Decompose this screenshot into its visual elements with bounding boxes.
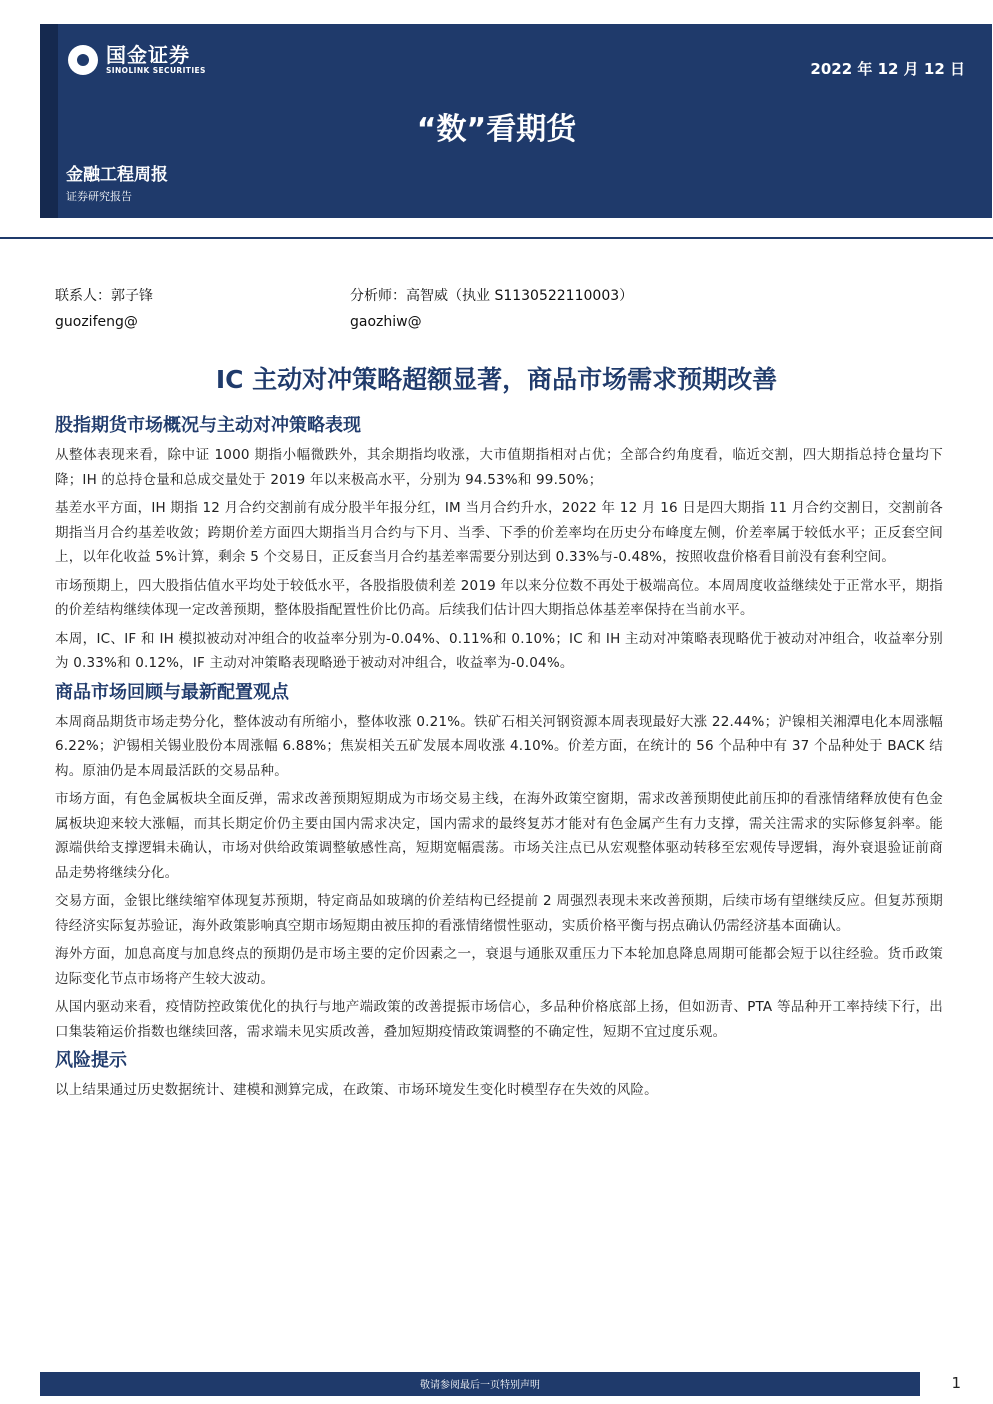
logo-text [106, 44, 206, 76]
header-divider [0, 237, 993, 239]
paragraph: 交易方面，金银比继续缩窄体现复苏预期，特定商品如玻璃的价差结构已经提前 2 周强烈表现未来改善预期，后续市场有望继续反应。但复苏预期待经济实际复苏验证，海外政策影响真空期市场短期由被压抑的看涨情绪惯性驱动，实质价格平衡与拐点确认仍需经济基本面确认。 [55, 893, 943, 934]
page-number: 1 [951, 1374, 961, 1392]
report-date: 2022 年 12 月 12 日 [810, 60, 965, 78]
report-title: “数”看期货 [416, 112, 577, 147]
contact-email[interactable]: guozifeng@ [55, 314, 138, 330]
analyst-name: 分析师：高智威（执业 S1130522110003） [350, 288, 634, 304]
contact-person: 联系人：郭子锋 [55, 288, 153, 304]
section-title: 风险提示 [55, 1050, 127, 1071]
contact-row-names [55, 286, 935, 312]
section-title: 商品市场回顾与最新配置观点 [55, 681, 289, 703]
analyst-email[interactable]: gaozhiw@ [350, 314, 422, 330]
section-stock-index-futures [55, 413, 943, 676]
paragraph: 以上结果通过历史数据统计、建模和测算完成，在政策、市场环境发生变化时模型存在失效的风险。 [55, 1082, 658, 1098]
report-series: 金融工程周报 [66, 165, 168, 185]
paragraph: 市场预期上，四大股指估值水平均处于较低水平，各股指股债利差 2019 年以来分位数不再处于极端高位。本周周度收益继续处于正常水平，期指的价差结构继续体现一定改善预期，整体股指配置性价比仍高。后续我们估计四大期指总体基差率保持在当前水平。 [55, 577, 943, 618]
logo-name-en: SINOLINK SECURITIES [106, 66, 206, 75]
paragraph: 海外方面，加息高度与加息终点的预期仍是市场主要的定价因素之一，衰退与通胀双重压力下本轮加息降息周期可能都会短于以往经验。货币政策边际变化节点市场将产生较大波动。 [55, 946, 943, 987]
paragraph: 本周商品期货市场走势分化，整体波动有所缩小，整体收涨 0.21%。铁矿石相关河钢资源本周表现最好大涨 22.44%；沪镍相关湘潭电化本周涨幅 6.22%；沪锡相关锡业股份本周涨幅 6.88%；焦炭相关五矿发展本周收涨 4.10%。价差方面，在统计的 56 个品种中有 37 个品种处于 BACK 结构。原油仍是本周最活跃的交易品种。 [55, 713, 943, 779]
section-risk-warning [55, 1048, 943, 1103]
company-logo [68, 44, 206, 76]
logo-name-cn: 国金证券 [106, 43, 190, 67]
section-title: 股指期货市场概况与主动对冲策略表现 [55, 415, 361, 436]
report-body [55, 413, 943, 1107]
footer-disclaimer-note: 敬请参阅最后一页特别声明 [420, 1380, 540, 1391]
paragraph: 从国内驱动来看，疫情防控政策优化的执行与地产端政策的改善提振市场信心，多品种价格底部上扬，但如沥青、PTA 等品种开工率持续下行，出口集装箱运价指数也继续回落，需求端未见实质改善，叠加短期疫情政策调整的不确定性，短期不宜过度乐观。 [55, 999, 943, 1040]
contacts-block [55, 286, 935, 338]
report-headline: IC 主动对冲策略超额显著，商品市场需求预期改善 [215, 365, 778, 394]
paragraph: 基差水平方面，IH 期指 12 月合约交割前有成分股半年报分红，IM 当月合约升水，2022 年 12 月 16 日是四大期指 11 月合约交割日，交割前各期指当月合约基差收敛；跨期价差方面四大期指当月合约与下月、当季、下季的价差率均在历史分布峰度左侧，价差率属于较低水平；正反套空间上，以年化收益 5%计算，剩余 5 个交易日，正反套当月合约基差率需要分别达到 0.33%与-0.48%，按照收盘价格看目前没有套利空间。 [55, 500, 943, 565]
section-commodity-market [55, 680, 943, 1045]
footer-bar [40, 1372, 920, 1396]
contact-row-emails [55, 312, 935, 338]
logo-mark-icon [68, 45, 98, 75]
paragraph: 从整体表现来看，除中证 1000 期指小幅微跌外，其余期指均收涨，大市值期指相对占优；全部合约角度看，临近交割，四大期指总持仓量均下降；IH 的总持仓量和总成交量处于 2019 年以来极高水平，分别为 94.53%和 99.50%； [55, 447, 943, 488]
report-type: 证券研究报告 [66, 190, 132, 203]
paragraph: 本周，IC、IF 和 IH 模拟被动对冲组合的收益率分别为-0.04%、0.11%和 0.10%；IC 和 IH 主动对冲策略表现略优于被动对冲组合，收益率分别为 0.33%和 0.12%，IF 主动对冲策略表现略逊于被动对冲组合，收益率为-0.04%。 [55, 630, 943, 671]
paragraph: 市场方面，有色金属板块全面反弹，需求改善预期短期成为市场交易主线，在海外政策空窗期，需求改善预期使此前压抑的看涨情绪释放使有色金属板块迎来较大涨幅，而其长期定价仍主要由国内需求决定，国内需求的最终复苏才能对有色金属产生有力支撑，需关注需求的实际修复斜率。能源端供给支撑逻辑未确认，市场对供给政策调整敏感性高，短期宽幅震荡。市场关注点已从宏观整体驱动转移至宏观传导逻辑，海外衰退验证前商品走势将继续分化。 [55, 791, 943, 881]
